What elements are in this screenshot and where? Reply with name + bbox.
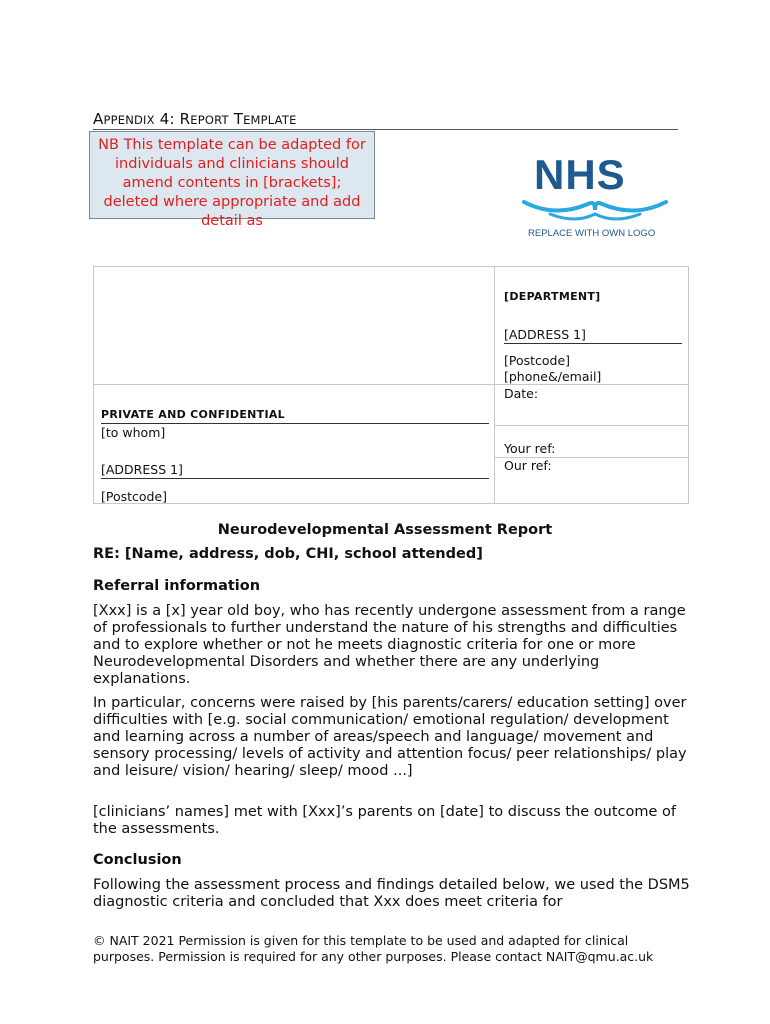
- date-field: Date:: [504, 386, 539, 401]
- sender-postcode: [Postcode]: [504, 353, 571, 368]
- referral-heading: Referral information: [93, 578, 261, 594]
- footer-notice: © NAIT 2021 Permission is given for this template to be used and adapted for clinical purposes. Permission is required for any other purposes. Please contact NAIT@qmu.ac.uk: [93, 933, 654, 964]
- table-rule: [494, 384, 689, 385]
- nb-note-text: NB This template can be adapted for individuals and clinicians should amend contents in [brackets]; deleted where appropriate and add detail as: [98, 137, 366, 229]
- address-underline: [504, 343, 682, 344]
- nhs-logo: [520, 151, 670, 244]
- table-rule: [494, 425, 689, 426]
- re-line: RE: [Name, address, dob, CHI, school attended]: [93, 546, 483, 562]
- confidential-label: PRIVATE AND CONFIDENTIAL: [101, 408, 285, 421]
- logo-wave-icon: [520, 194, 670, 224]
- report-title: Neurodevelopmental Assessment Report: [217, 522, 553, 538]
- recipient-postcode: [Postcode]: [101, 489, 168, 504]
- your-ref-field: Your ref:: [504, 441, 556, 456]
- logo-text: NHS: [534, 151, 626, 198]
- department-label: [DEPARTMENT]: [504, 290, 601, 303]
- sender-address: [ADDRESS 1]: [504, 327, 586, 342]
- referral-paragraph-2: In particular, concerns were raised by [his parents/carers/ education setting] over difficulties with [e.g. social communication/ emotional regulation/ development and learning across a number of areas/speech and language/ movement and sensory processing/ levels of activity and attention focus/ peer relationships/ play and leisure/ vision/ hearing/ sleep/ mood ...]: [93, 695, 687, 779]
- heading-rule: [93, 129, 678, 130]
- referral-paragraph-3: [clinicians’ names] met with [Xxx]’s parents on [date] to discuss the outcome of the assessments.: [93, 804, 677, 837]
- logo-caption: REPLACE WITH OWN LOGO: [528, 228, 656, 239]
- nb-note-box[interactable]: [89, 131, 375, 229]
- appendix-heading: APPENDIX 4: REPORT TEMPLATE: [93, 110, 297, 128]
- table-rule: [93, 384, 494, 385]
- our-ref-field: Our ref:: [504, 458, 552, 473]
- recipient-underline: [101, 478, 489, 479]
- recipient-name: [to whom]: [101, 425, 166, 440]
- recipient-address: [ADDRESS 1]: [101, 462, 183, 477]
- referral-paragraph-1: [Xxx] is a [x] year old boy, who has recently undergone assessment from a range of professionals to further understand the nature of his strengths and difficulties and to explore whether or not he meets diagnostic criteria for one or more Neurodevelopmental Disorders and whether there are any underlying explanations.: [93, 603, 686, 687]
- confidential-underline: [101, 423, 489, 424]
- conclusion-heading: Conclusion: [93, 852, 182, 868]
- table-divider: [494, 266, 495, 504]
- conclusion-paragraph: Following the assessment process and findings detailed below, we used the DSM5 diagnostic criteria and concluded that Xxx does meet criteria for: [93, 877, 690, 910]
- sender-contact: [phone&/email]: [504, 369, 602, 384]
